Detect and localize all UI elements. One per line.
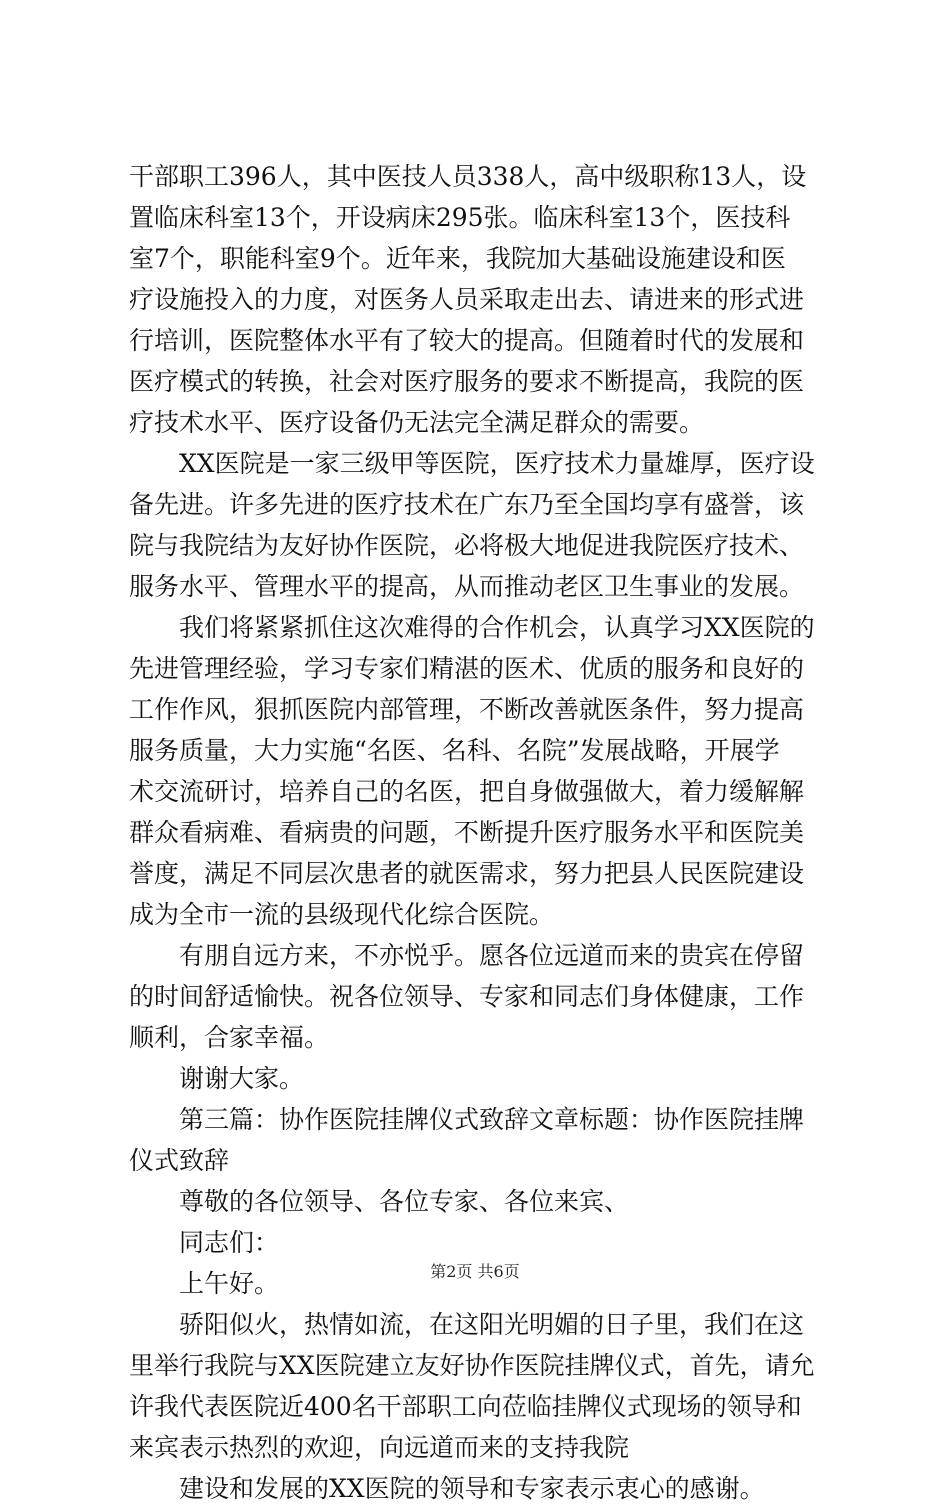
text-line: 工作作风，狠抓医院内部管理，不断改善就医条件，努力提高 [129, 695, 805, 724]
paragraph-start-line: 我们将紧紧抓住这次难得的合作机会，认真学习XX医院的 [179, 613, 815, 642]
document-body [129, 156, 829, 1509]
paragraph-start-line: 谢谢大家。 [179, 1064, 305, 1093]
text-line: 成为全市一流的县级现代化综合医院。 [129, 900, 555, 929]
text-line: 服务水平、管理水平的提高，从而推动老区卫生事业的发展。 [129, 572, 805, 601]
text-line: 来宾表示热烈的欢迎，向远道而来的支持我院 [129, 1433, 630, 1462]
page-number-footer: 第2页 共6页 [430, 1262, 520, 1281]
text-line: 行培训，医院整体水平有了较大的提高。但随着时代的发展和 [129, 326, 805, 355]
text-line: 顺利，合家幸福。 [129, 1023, 330, 1052]
text-line: 疗技术水平、医疗设备仍无法完全满足群众的需要。 [129, 408, 705, 437]
text-line: 备先进。许多先进的医疗技术在广东乃至全国均享有盛誉，该 [129, 490, 805, 519]
text-line: 疗设施投入的力度，对医务人员采取走出去、请进来的形式进 [129, 285, 805, 314]
text-line: 术交流研讨，培养自己的名医，把自身做强做大，着力缓解解 [129, 777, 805, 806]
paragraph-start-line: 骄阳似火，热情如流，在这阳光明媚的日子里，我们在这 [179, 1310, 805, 1339]
paragraph-start-line: 建设和发展的XX医院的领导和专家表示衷心的感谢。 [179, 1474, 765, 1503]
salutation-line: 同志们： [179, 1228, 280, 1257]
section-heading-line: 第三篇：协作医院挂牌仪式致辞文章标题：协作医院挂牌 [179, 1105, 805, 1134]
section-heading-line: 仪式致辞 [129, 1146, 230, 1175]
text-line: 置临床科室13个，开设病床295张。临床科室13个，医技科 [129, 203, 791, 232]
text-line: 服务质量，大力实施“名医、名科、名院”发展战略，开展学 [129, 736, 780, 765]
text-line: 里举行我院与XX医院建立友好协作医院挂牌仪式，首先，请允 [129, 1351, 815, 1380]
text-line: 的时间舒适愉快。祝各位领导、专家和同志们身体健康，工作 [129, 982, 805, 1011]
paragraph-start-line: XX医院是一家三级甲等医院，医疗技术力量雄厚，医疗设 [179, 449, 815, 478]
text-line: 院与我院结为友好协作医院，必将极大地促进我院医疗技术、 [129, 531, 805, 560]
salutation-line: 尊敬的各位领导、各位专家、各位来宾、 [179, 1187, 630, 1216]
text-line: 医疗模式的转换，社会对医疗服务的要求不断提高，我院的医 [129, 367, 805, 396]
text-line: 誉度，满足不同层次患者的就医需求，努力把县人民医院建设 [129, 859, 805, 888]
greeting-line: 上午好。 [179, 1269, 280, 1298]
text-line: 许我代表医院近400名干部职工向莅临挂牌仪式现场的领导和 [129, 1392, 802, 1421]
text-line: 室7个，职能科室9个。近年来，我院加大基础设施建设和医 [129, 244, 786, 273]
paragraph-start-line: 有朋自远方来，不亦悦乎。愿各位远道而来的贵宾在停留 [179, 941, 805, 970]
text-line: 群众看病难、看病贵的问题，不断提升医疗服务水平和医院美 [129, 818, 805, 847]
text-line: 干部职工396人，其中医技人员338人，高中级职称13人，设 [129, 162, 807, 191]
text-line: 先进管理经验，学习专家们精湛的医术、优质的服务和良好的 [129, 654, 805, 683]
